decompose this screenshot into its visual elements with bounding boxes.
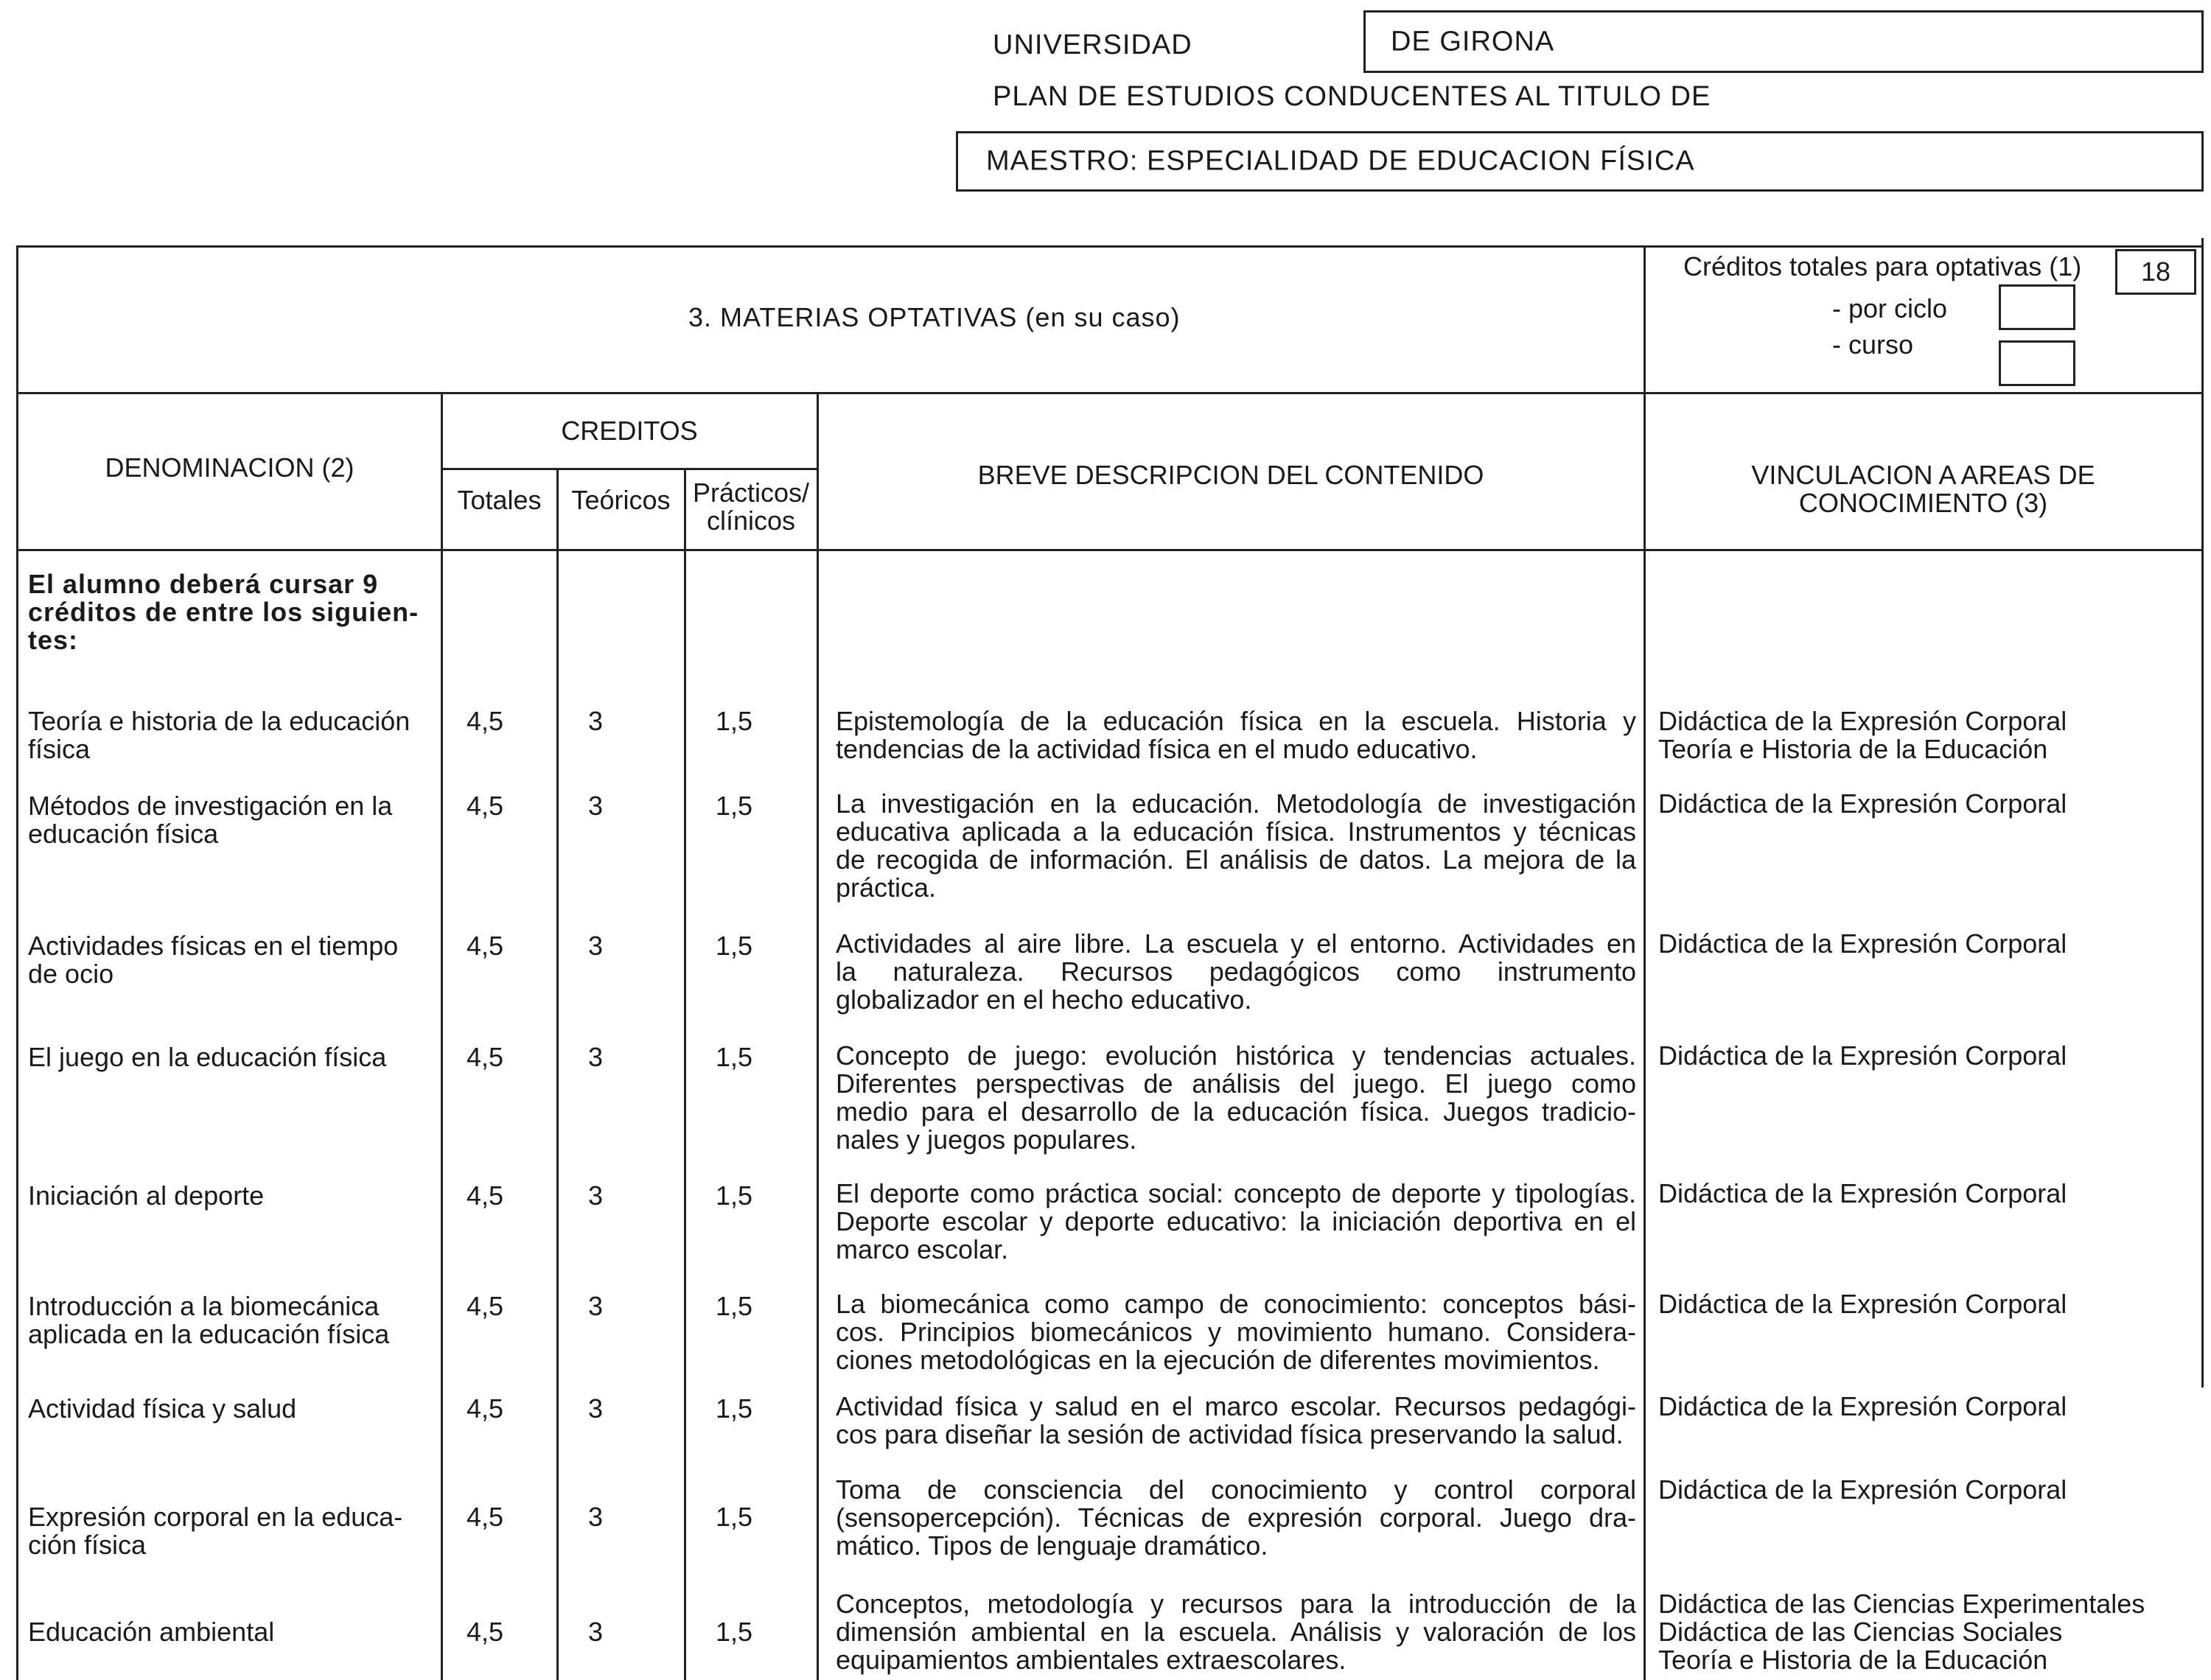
credits-teoricos: 3: [587, 1617, 604, 1647]
course-name-line: aplicada en la educación física: [28, 1319, 390, 1349]
description-line: (sensopercepción). Técnicas de expresión corporal. Juego dra-: [836, 1502, 1636, 1533]
por-ciclo-label: - por ciclo: [1832, 293, 1948, 323]
description-line: Concepto de juego: evolución histórica y tendencias actuales.: [836, 1040, 1636, 1071]
table-right-border: [2201, 238, 2204, 1387]
knowledge-area: [1658, 790, 2196, 818]
col-vinculacion-line1: VINCULACION A AREAS DE: [1751, 460, 2095, 490]
description-line: la naturaleza. Recursos pedagógicos como instrumento: [836, 956, 1636, 987]
credits-total-box: 18: [2115, 249, 2196, 295]
credits-practicos: 1,5: [715, 1393, 753, 1424]
credits-total-label: Créditos totales para optativas (1): [1683, 251, 2082, 281]
credits-teoricos: 3: [587, 706, 604, 736]
description-line: marco escolar.: [836, 1234, 1009, 1264]
course-description: [836, 707, 1636, 763]
description-line: nales y juegos populares.: [836, 1124, 1137, 1155]
col-vinculacion-line2: CONOCIMIENTO (3): [1798, 488, 2048, 518]
course-description: [836, 930, 1636, 1014]
intro-line1: El alumno deberá cursar 9: [28, 569, 379, 599]
knowledge-area-line: Didáctica de las Ciencias Sociales: [1658, 1617, 2063, 1647]
course-description: [836, 1290, 1636, 1374]
course-name-line: El juego en la educación física: [28, 1042, 387, 1072]
course-name: [28, 1043, 430, 1071]
description-line: Actividad física y salud en el marco escolar. Recursos pedagógi-: [836, 1391, 1636, 1421]
knowledge-area-line: Didáctica de la Expresión Corporal: [1658, 1178, 2067, 1208]
credits-practicos: 1,5: [715, 1617, 753, 1647]
credits-practicos: 1,5: [715, 1502, 753, 1532]
col-vinculacion: [1645, 461, 2201, 517]
course-name-line: Actividades físicas en el tiempo: [28, 931, 399, 961]
knowledge-area-line: Didáctica de la Expresión Corporal: [1658, 706, 2067, 736]
credits-totales: 4,5: [466, 706, 504, 736]
credits-totales: 4,5: [466, 791, 504, 821]
description-line: medio para el desarrollo de la educación física. Juegos tradicio-: [836, 1096, 1636, 1127]
column-header-bottom: [16, 549, 2204, 551]
col-totales: Totales: [457, 485, 542, 515]
course-description: [836, 1590, 1636, 1674]
credits-teoricos: 3: [587, 1291, 604, 1321]
knowledge-area-line: Didáctica de la Expresión Corporal: [1658, 1391, 2067, 1421]
knowledge-area-line: Teoría e Historia de la Educación: [1658, 1645, 2048, 1675]
knowledge-area: [1658, 930, 2196, 958]
credits-teoricos: 3: [587, 1042, 604, 1072]
credits-totales: 4,5: [466, 1291, 504, 1321]
university-name: DE GIRONA: [1391, 26, 1555, 57]
knowledge-area-line: Didáctica de la Expresión Corporal: [1658, 788, 2067, 819]
university-label: UNIVERSIDAD: [993, 29, 1192, 60]
knowledge-area: [1658, 1476, 2196, 1504]
course-name: [28, 1182, 430, 1210]
col-teoricos: Teóricos: [571, 485, 671, 515]
degree-title: MAESTRO: ESPECIALIDAD DE EDUCACION FÍSICA: [986, 145, 1695, 177]
course-name-line: Expresión corporal en la educa-: [28, 1502, 403, 1532]
description-line: Deporte escolar y deporte educativo: la iniciación deportiva en el: [836, 1206, 1636, 1236]
course-name-line: ción física: [28, 1530, 147, 1560]
knowledge-area-line: Didáctica de la Expresión Corporal: [1658, 1289, 2067, 1319]
col-practicos-line2: clínicos: [706, 505, 796, 536]
credits-totales: 4,5: [466, 1617, 504, 1647]
course-description: [836, 1042, 1636, 1154]
credits-totales: 4,5: [466, 1042, 504, 1072]
credits-teoricos: 3: [587, 1180, 604, 1211]
description-line: educativa aplicada a la educación física. Instrumentos y técnicas: [836, 816, 1636, 847]
course-name-line: Actividad física y salud: [28, 1393, 297, 1424]
course-name-line: educación física: [28, 819, 219, 849]
creditos-divider: [442, 468, 818, 470]
knowledge-area: [1658, 1590, 2196, 1674]
plan-label: PLAN DE ESTUDIOS CONDUCENTES AL TITULO DE: [993, 81, 1711, 112]
course-name-line: física: [28, 734, 91, 764]
description-line: La investigación en la educación. Metodología de investigación: [836, 788, 1636, 819]
course-name-line: Teoría e historia de la educación: [28, 706, 411, 736]
col-practicos: [685, 479, 817, 535]
credits-totales: 4,5: [466, 1502, 504, 1532]
credits-practicos: 1,5: [715, 931, 753, 961]
table-top-border: [16, 245, 2204, 248]
course-name: [28, 932, 430, 988]
credits-teoricos: 3: [587, 931, 604, 961]
description-line: ciones metodológicas en la ejecución de diferentes movimientos.: [836, 1345, 1600, 1375]
description-line: Epistemología de la educación física en la escuela. Historia y: [836, 706, 1636, 736]
course-description: [836, 1180, 1636, 1264]
intro-line2: créditos de entre los siguien-: [28, 597, 419, 627]
description-line: La biomecánica como campo de conocimiento: conceptos bási-: [836, 1289, 1636, 1319]
descripcion-column-border: [817, 392, 819, 1680]
col-practicos-line1: Prácticos/: [692, 477, 810, 508]
course-description: [836, 1476, 1636, 1560]
totales-column-border: [441, 392, 443, 1680]
knowledge-area: [1658, 1393, 2196, 1421]
description-line: mático. Tipos de lenguaje dramático.: [836, 1530, 1268, 1561]
description-line: equipamientos ambientales extraescolares.: [836, 1645, 1346, 1675]
course-name: [28, 792, 430, 848]
course-name: [28, 1503, 430, 1559]
col-descripcion: BREVE DESCRIPCION DEL CONTENIDO: [977, 460, 1484, 490]
credits-teoricos: 3: [587, 1393, 604, 1424]
course-name: [28, 1618, 430, 1646]
knowledge-area: [1658, 707, 2196, 763]
knowledge-area-line: Didáctica de la Expresión Corporal: [1658, 1474, 2067, 1505]
credits-totales: 4,5: [466, 931, 504, 961]
course-name-line: Introducción a la biomecánica: [28, 1291, 380, 1321]
knowledge-area: [1658, 1180, 2196, 1208]
description-line: cos para diseñar la sesión de actividad física preservando la salud.: [836, 1419, 1624, 1449]
credits-practicos: 1,5: [715, 1042, 753, 1072]
credits-practicos: 1,5: [715, 1291, 753, 1321]
por-ciclo-box: [1999, 284, 2075, 330]
knowledge-area: [1658, 1042, 2196, 1070]
col-creditos: CREDITOS: [561, 416, 698, 446]
knowledge-area-line: Didáctica de la Expresión Corporal: [1658, 1040, 2067, 1071]
course-name-line: Educación ambiental: [28, 1617, 275, 1647]
credits-teoricos: 3: [587, 791, 604, 821]
credits-totales: 4,5: [466, 1180, 504, 1211]
description-line: Diferentes perspectivas de análisis del juego. El juego como: [836, 1068, 1636, 1099]
course-name-line: Iniciación al deporte: [28, 1180, 265, 1211]
credits-practicos: 1,5: [715, 1180, 753, 1211]
credits-practicos: 1,5: [715, 706, 753, 736]
knowledge-area-line: Didáctica de la Expresión Corporal: [1658, 928, 2067, 959]
description-line: cos. Principios biomecánicos y movimiento humano. Considera-: [836, 1317, 1636, 1347]
course-name-line: de ocio: [28, 959, 114, 989]
description-line: globalizador en el hecho educativo.: [836, 984, 1252, 1015]
practicos-column-border: [684, 468, 686, 1680]
course-description: [836, 1393, 1636, 1449]
knowledge-area: [1658, 1290, 2196, 1318]
course-name: [28, 1292, 430, 1348]
description-line: Actividades al aire libre. La escuela y el entorno. Actividades en: [836, 928, 1636, 959]
degree-title-box: [956, 131, 2204, 192]
section-title: 3. MATERIAS OPTATIVAS (en su caso): [688, 302, 1181, 332]
knowledge-area-line: Didáctica de las Ciencias Experimentales: [1658, 1589, 2145, 1619]
description-line: dimensión ambiental en la escuela. Análisis y valoración de los: [836, 1617, 1636, 1647]
university-name-box: [1363, 10, 2204, 73]
description-line: El deporte como práctica social: concepto de deporte y tipologías.: [836, 1178, 1636, 1208]
col-denominacion: DENOMINACION (2): [105, 452, 354, 483]
course-name: [28, 707, 430, 763]
description-line: Conceptos, metodología y recursos para la introducción de la: [836, 1589, 1636, 1619]
description-line: de recogida de información. El análisis de datos. La mejora de la: [836, 844, 1636, 875]
curso-label: - curso: [1832, 329, 1914, 360]
header-divider: [16, 392, 2204, 394]
credits-teoricos: 3: [587, 1502, 604, 1532]
intro-text: [28, 570, 430, 654]
course-name: [28, 1395, 430, 1423]
course-description: [836, 790, 1636, 902]
description-line: tendencias de la actividad física en el mudo educativo.: [836, 734, 1478, 764]
teoricos-column-border: [556, 468, 559, 1680]
credits-totales: 4,5: [466, 1393, 504, 1424]
intro-line3: tes:: [28, 625, 79, 655]
description-line: práctica.: [836, 872, 937, 903]
description-line: Toma de consciencia del conocimiento y control corporal: [836, 1474, 1636, 1505]
knowledge-area-line: Teoría e Historia de la Educación: [1658, 734, 2048, 764]
credits-practicos: 1,5: [715, 791, 753, 821]
curso-box: [1999, 340, 2075, 386]
course-name-line: Métodos de investigación en la: [28, 791, 393, 821]
